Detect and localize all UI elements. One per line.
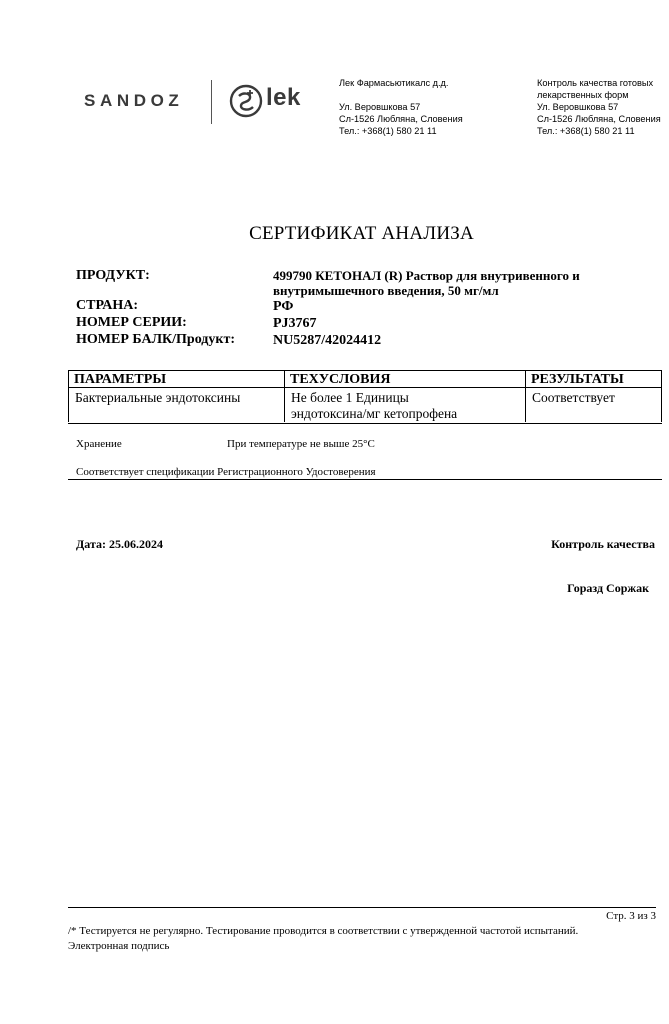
qc-department-line1: Контроль качества готовых bbox=[537, 78, 654, 88]
compliance-statement: Соответствует спецификации Регистрационного Удостоверения bbox=[76, 466, 376, 478]
product-value-line1: 499790 КЕТОНАЛ (R) Раствор для внутривенного и bbox=[273, 268, 580, 283]
company-street: Ул. Веровшкова 57 bbox=[339, 102, 421, 112]
product-value bbox=[273, 268, 580, 298]
batch-value: PJ3767 bbox=[273, 316, 317, 331]
compliance-divider bbox=[68, 479, 662, 480]
footnote: /* Тестируется не регулярно. Тестирование проводится в соответствии с утвержденной частотой испытаний. bbox=[68, 925, 579, 937]
cell-parameter: Бактериальные эндотоксины bbox=[69, 388, 285, 423]
qc-department-line2: лекарственных форм bbox=[537, 90, 629, 100]
cell-specification-line2: эндотоксина/мг кетопрофена bbox=[291, 406, 458, 421]
cell-specification-line1: Не более 1 Единицы bbox=[291, 390, 409, 405]
country-value: РФ bbox=[273, 299, 294, 314]
qc-department-address bbox=[537, 77, 661, 137]
product-value-line2: внутримышечного введения, 50 мг/мл bbox=[273, 283, 499, 298]
issue-date: Дата: 25.06.2024 bbox=[76, 537, 163, 551]
bulk-value: NU5287/42024412 bbox=[273, 333, 382, 348]
table-header-row bbox=[69, 371, 662, 388]
sandoz-logo: SANDOZ bbox=[84, 91, 184, 110]
qc-department-city: Сл-1526 Любляна, Словения bbox=[537, 114, 661, 124]
country-label: СТРАНА: bbox=[76, 298, 138, 313]
company-city: Сл-1526 Любляна, Словения bbox=[339, 114, 463, 124]
quality-control-signatory: Горазд Соржак bbox=[567, 581, 649, 595]
lek-logo: lek bbox=[266, 84, 301, 111]
page-number: Стр. 3 из 3 bbox=[606, 910, 656, 922]
header-specifications: ТЕХУСЛОВИЯ bbox=[285, 371, 526, 388]
storage-label: Хранение bbox=[76, 438, 122, 450]
header-results: РЕЗУЛЬТАТЫ bbox=[526, 371, 662, 388]
document-title: СЕРТИФИКАТ АНАЛИЗА bbox=[249, 223, 474, 244]
product-label: ПРОДУКТ: bbox=[76, 268, 150, 283]
cell-result: Соответствует bbox=[526, 388, 662, 423]
results-table bbox=[68, 370, 662, 422]
company-phone: Тел.: +368(1) 580 21 11 bbox=[339, 126, 437, 136]
table-bottom-divider bbox=[68, 423, 662, 424]
logo-divider bbox=[211, 80, 212, 124]
header-parameters: ПАРАМЕТРЫ bbox=[69, 371, 285, 388]
quality-control-label: Контроль качества bbox=[551, 537, 655, 551]
footer-divider bbox=[68, 907, 656, 908]
cell-specification bbox=[285, 388, 526, 423]
table-row bbox=[69, 388, 662, 423]
lek-emblem-icon bbox=[229, 84, 263, 118]
electronic-signature-note: Электронная подпись bbox=[68, 940, 170, 952]
company-address bbox=[339, 77, 463, 137]
company-name: Лек Фармасьютикалс д.д. bbox=[339, 78, 449, 88]
qc-department-street: Ул. Веровшкова 57 bbox=[537, 102, 619, 112]
qc-department-phone: Тел.: +368(1) 580 21 11 bbox=[537, 126, 635, 136]
storage-value: При температуре не выше 25°C bbox=[227, 438, 375, 450]
batch-label: НОМЕР СЕРИИ: bbox=[76, 315, 187, 330]
bulk-label: НОМЕР БАЛК/Продукт: bbox=[76, 332, 235, 347]
